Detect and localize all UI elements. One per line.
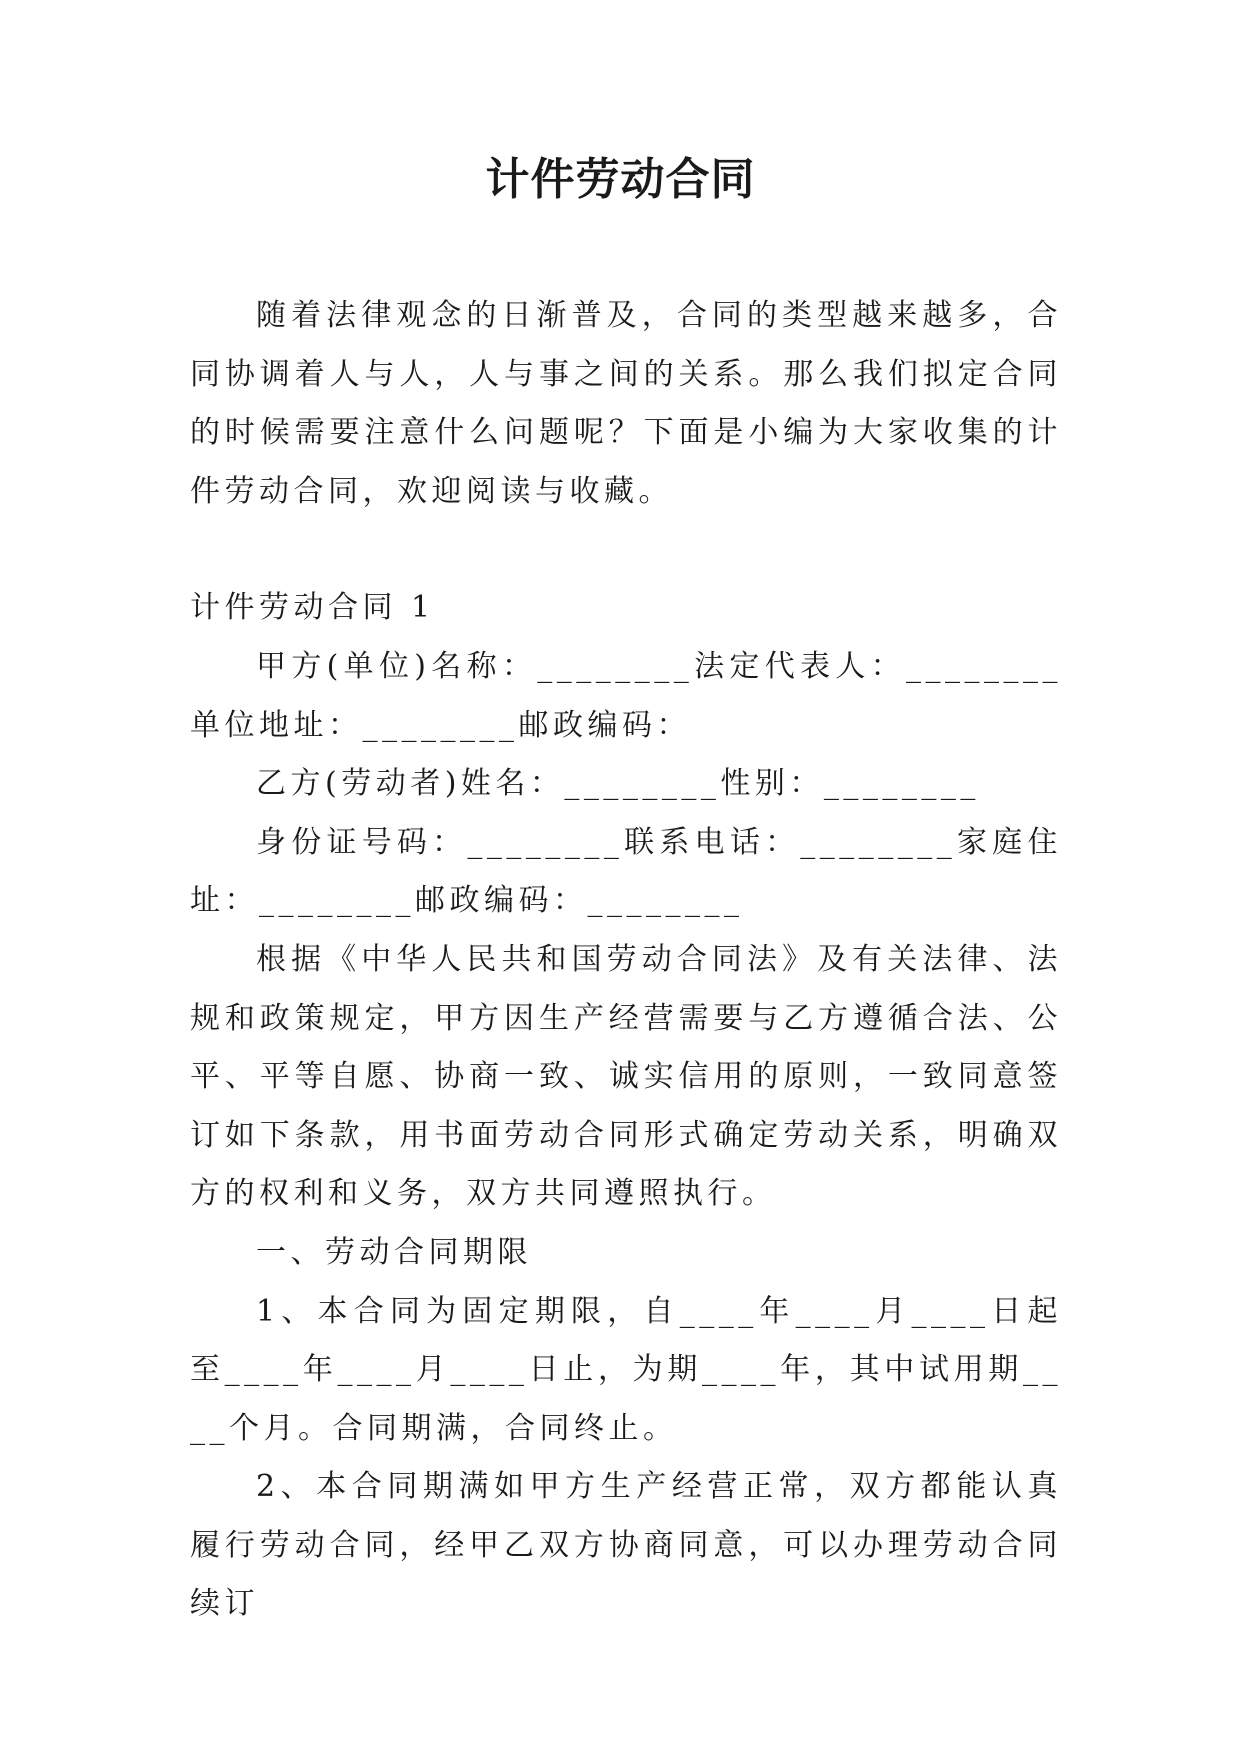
party-a-paragraph: 甲方(单位)名称：________法定代表人：________单位地址：________邮政编码：	[190, 648, 1062, 743]
document-body	[190, 287, 1062, 1634]
clause-paragraph: 1、本合同为固定期限，自____年____月____日起至____年____月____日止，为期____年，其中试用期____个月。合同期满，合同终止。	[190, 1293, 1062, 1446]
document-title: 计件劳动合同	[485, 154, 756, 205]
intro-paragraph: 随着法律观念的日渐普及，合同的类型越来越多，合同协调着人与人，人与事之间的关系。那么我们拟定合同的时候需要注意什么问题呢？下面是小编为大家收集的计件劳动合同，欢迎阅读与收藏。	[190, 298, 1062, 509]
party-b-details-paragraph: 身份证号码：________联系电话：________家庭住址：________邮政编码：________	[190, 824, 1062, 919]
article-heading: 一、劳动合同期限	[256, 1234, 532, 1270]
section-heading: 计件劳动合同 1	[190, 590, 435, 626]
preamble-paragraph: 根据《中华人民共和国劳动合同法》及有关法律、法规和政策规定，甲方因生产经营需要与乙方遵循合法、公平、平等自愿、协商一致、诚实信用的原则，一致同意签订如下条款，用书面劳动合同形式确定劳动关系，明确双方的权利和义务，双方共同遵照执行。	[190, 941, 1062, 1212]
party-b-paragraph: 乙方(劳动者)姓名：________性别：________	[256, 766, 980, 802]
clause-paragraph: 2、本合同期满如甲方生产经营正常，双方都能认真履行劳动合同，经甲乙双方协商同意，可以办理劳动合同续订	[190, 1469, 1062, 1622]
